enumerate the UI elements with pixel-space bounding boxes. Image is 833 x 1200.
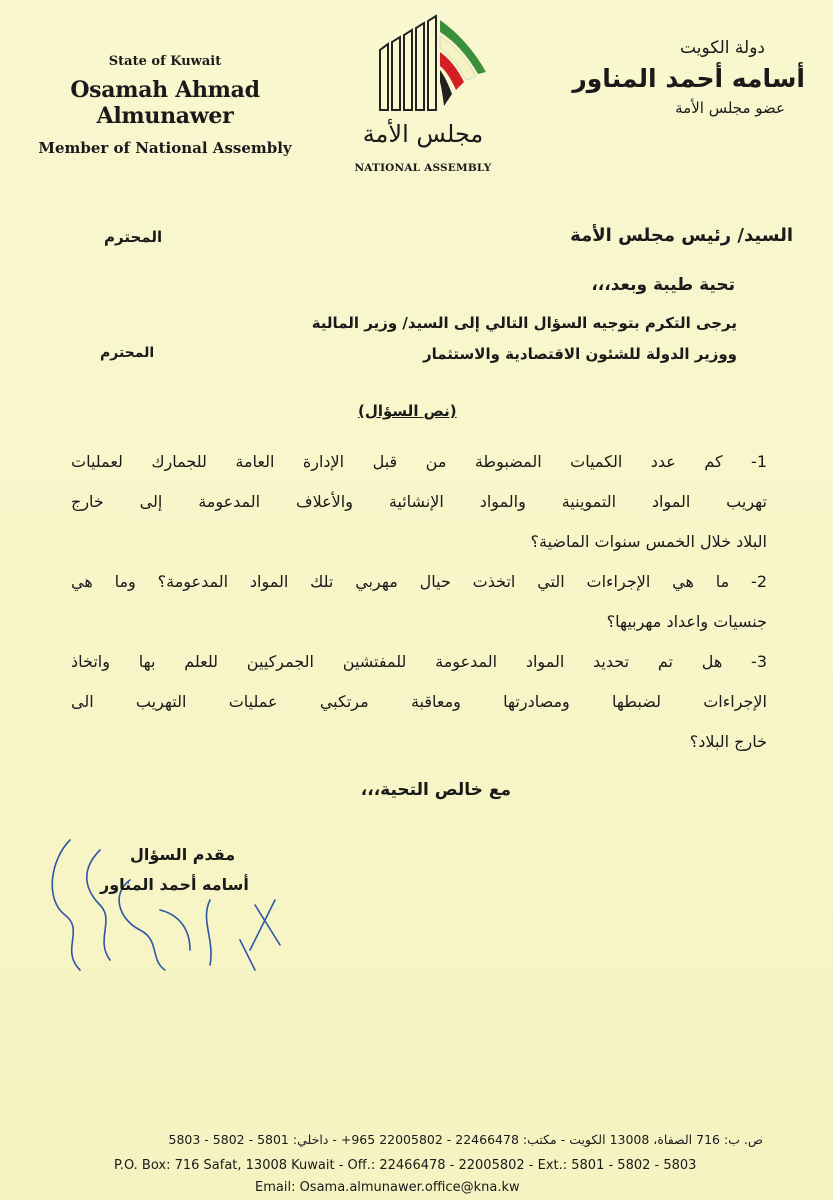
request-line-1: يرجى التكرم بتوجيه السؤال التالي إلى السيد/ وزير المالية — [311, 314, 737, 332]
logo-arabic-text: مجلس الأمة — [362, 120, 484, 148]
ar-state: دولة الكويت — [680, 38, 765, 58]
question-1-line-3: البلاد خلال الخمس سنوات الماضية؟ — [530, 532, 767, 551]
respected-label-2: المحترم — [100, 345, 155, 361]
english-header — [10, 50, 320, 157]
en-member-name: Osamah Ahmad Almunawer — [70, 77, 260, 129]
question-3-line-2: الإجراءات لضبطها ومصادرتها ومعاقبة مرتكبي عمليات التهريب الى — [71, 692, 767, 711]
greeting: تحية طيبة وبعد،،، — [591, 275, 735, 295]
footer-arabic-address: ص. ب: 716 الصفاة، 13008 الكويت - مكتب: 22466478 - 22005802 965+ - داخلي: 5801 - 5802 - 5803 — [168, 1132, 763, 1147]
footer-english-address: P.O. Box: 716 Safat, 13008 Kuwait - Off.: 22466478 - 22005802 - Ext.: 5801 - 5802 - 5803 — [114, 1158, 697, 1173]
question-2-line-2: جنسيات واعداد مهربيها؟ — [606, 612, 767, 631]
respected-label-1: المحترم — [104, 228, 163, 246]
question-1-line-1: 1- كم عدد الكميات المضبوطة من قبل الإدارة العامة للجمارك لعمليات — [71, 452, 767, 471]
logo-english-text: NATIONAL ASSEMBLY — [354, 162, 492, 174]
question-3-line-1: 3- هل تم تحديد المواد المدعومة للمفتشين الجمركيين للعلم بها واتخاذ — [71, 652, 767, 671]
ar-member-title: عضو مجلس الأمة — [675, 99, 785, 117]
closing-salutation: مع خالص التحية،،، — [360, 780, 511, 800]
handwritten-signature — [40, 820, 300, 980]
question-3-line-3: خارج البلاد؟ — [689, 732, 767, 751]
footer-email: Email: Osama.almunawer.office@kna.kw — [255, 1180, 520, 1195]
question-1-line-2: تهريب المواد التموينية والمواد الإنشائية والأعلاف المدعومة إلى خارج — [71, 492, 767, 511]
en-state: State of Kuwait — [108, 54, 222, 69]
addressee: السيد/ رئيس مجلس الأمة — [570, 225, 793, 246]
submitter-name: أسامه أحمد المناور — [100, 875, 249, 894]
ar-member-name: أسامه أحمد المناور — [572, 64, 805, 93]
question-2-line-1: 2- ما هي الإجراءات التي اتخذت حيال مهربي تلك المواد المدعومة؟ وما هي — [71, 572, 767, 591]
question-heading: (نص السؤال) — [358, 402, 457, 420]
request-line-2: ووزير الدولة للشئون الاقتصادية والاستثمار — [422, 345, 737, 363]
en-member-title: Member of National Assembly — [38, 139, 292, 157]
national-assembly-logo — [338, 10, 508, 180]
assembly-emblem-icon — [358, 10, 498, 130]
arabic-header — [545, 38, 805, 117]
submitter-label: مقدم السؤال — [130, 845, 236, 864]
